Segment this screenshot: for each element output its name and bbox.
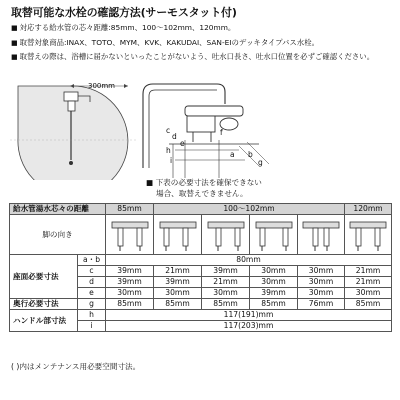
header-group: 120mm (345, 204, 392, 215)
header-group: 100～102mm (154, 204, 345, 215)
leg-orientation-figure (345, 215, 392, 255)
table-header-row (10, 204, 392, 215)
row-group-label: 座面必要寸法 (10, 255, 78, 299)
table-row: d 39mm 39mm 21mm 30mm 30mm 21mm (10, 277, 392, 288)
leg-orientation-figure (250, 215, 298, 255)
header-group: 85mm (106, 204, 154, 215)
row-group-label: ハンドル部寸法 (10, 310, 78, 332)
table-row: c 39mm 21mm 39mm 30mm 30mm 21mm (10, 266, 392, 277)
orientation-row (10, 215, 392, 255)
table-row: 奥行必要寸法 g 85mm 85mm 85mm 85mm 76mm 85mm (10, 299, 392, 310)
table-row: e 30mm 30mm 30mm 39mm 30mm 30mm (10, 288, 392, 299)
bullet-item: ■ 取替対象商品:INAX、TOTO、MYM、KVK、KAKUDAI、SAN-EIのデッキタイプバス水栓。 (11, 37, 319, 47)
bullet-item: ■ 対応する給水管の芯々距離:85mm、100～102mm、120mm。 (11, 23, 236, 32)
leg-orientation-figure (106, 215, 154, 255)
row-group-label: 奥行必要寸法 (10, 299, 78, 310)
leg-orientation-figure (202, 215, 250, 255)
orientation-label: 脚の向き (10, 215, 106, 255)
leg-orientation-figure (154, 215, 202, 255)
bullet-item: ■ 取替えの際は、浴槽に届かないといったことがないよう、吐水口長さ、吐水口位置を必ずご確認ください。 (11, 52, 375, 61)
faucet-dimension-diagram (139, 80, 309, 180)
leg-orientation-figure (298, 215, 345, 255)
table-row: 座面必要寸法 a・b 80mm (10, 255, 392, 266)
clearance-arc-diagram (10, 80, 138, 180)
table-row: ハンドル部寸法 h 117(191)mm (10, 310, 392, 321)
dimension-label: 300mm (88, 82, 115, 90)
warning-note: ■ 下表の必要寸法を確保できない 場合、取替えできません。 (146, 178, 262, 198)
table-row: i 117(203)mm (10, 321, 392, 332)
spec-table (9, 203, 392, 332)
page-title: 取替可能な水栓の確認方法(サーモスタット付) (11, 6, 237, 19)
footer-note: ( )内はメンテナンス用必要空間寸法。 (11, 362, 141, 371)
bullet-list (11, 21, 395, 65)
header-label: 給水管湯水芯々の距離 (10, 204, 106, 215)
